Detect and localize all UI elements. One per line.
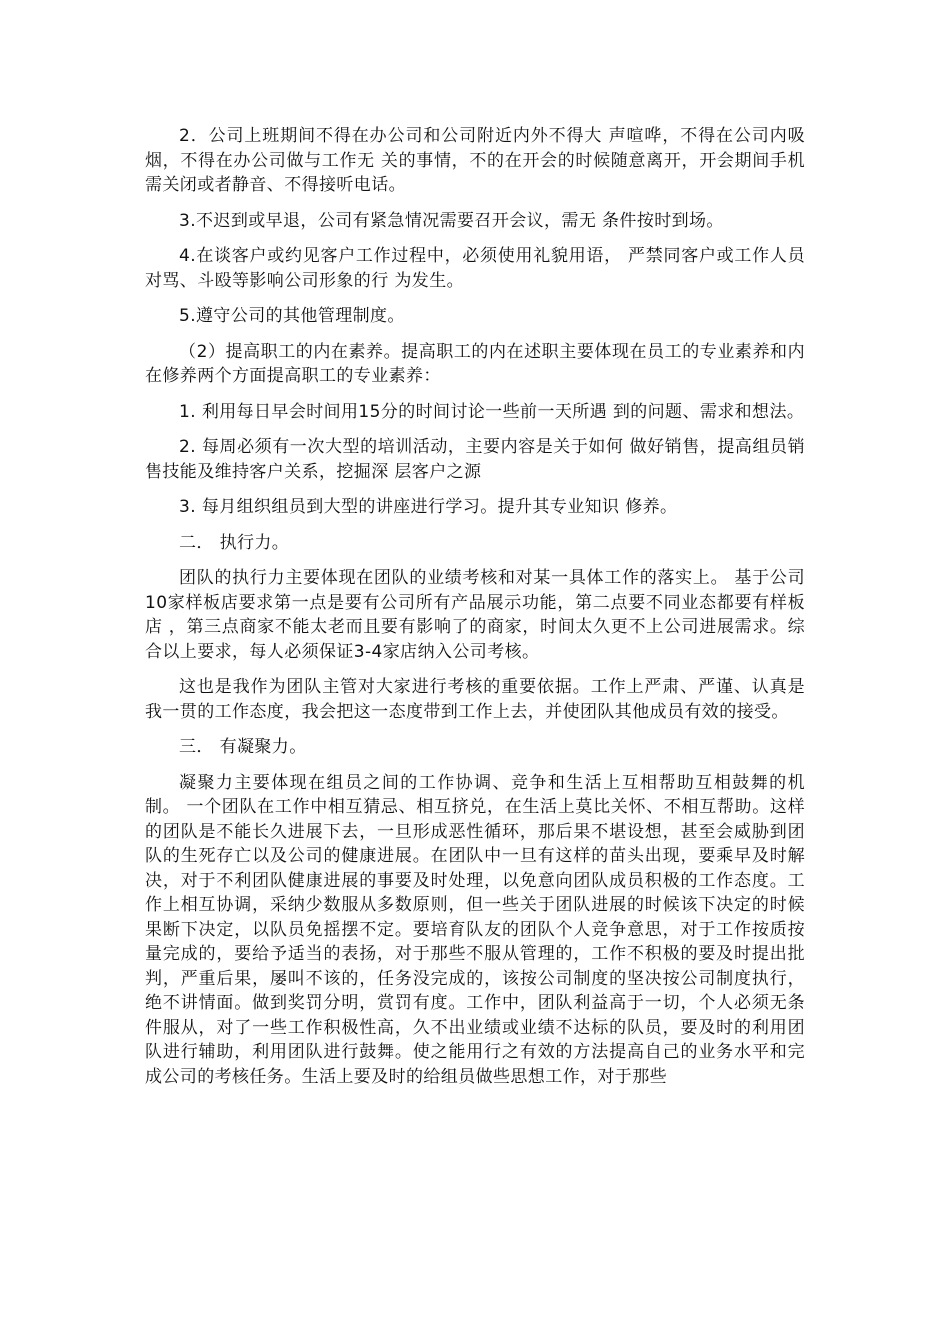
section-heading-execution: 二． 执行力。: [179, 532, 290, 553]
paragraph-rule-3: 3.不迟到或早退，公司有紧急情况需要召开会议，需无 条件按时到场。: [179, 210, 724, 231]
paragraph-execution: 团队的执行力主要体现在团队的业绩考核和对某一具体工作的落实上。 基于公司10家样板店要求第一点是要有公司所有产品展示功能，第二点要不同业态都要有样板店 ，第三点商家不能太老而且要有影响了的商家，时间太久更不上公司进展需求。综合以上要求，每人必须保证3-4家店纳入公司考核。: [145, 568, 805, 662]
paragraph-training-2: 2. 每周必须有一次大型的培训活动，主要内容是关于如何 做好销售，提高组员销售技能及维持客户关系，挖掘深 层客户之源: [145, 437, 805, 482]
paragraph-assessment-basis: 这也是我作为团队主管对大家进行考核的重要依据。工作上严肃、严谨、认真是我一贯的工作态度，我会把这一态度带到工作上去，并使团队其他成员有效的接受。: [145, 677, 805, 722]
paragraph-training-3: 3. 每月组织组员到大型的讲座进行学习。提升其专业知识 修养。: [179, 497, 678, 517]
document-body: [145, 124, 805, 1089]
section-heading-cohesion: 三． 有凝聚力。: [179, 737, 307, 757]
paragraph-rule-4: 4.在谈客户或约见客户工作过程中，必须使用礼貌用语， 严禁同客户或工作人员对骂、斗殴等影响公司形象的行 为发生。: [145, 246, 805, 291]
paragraph-rule-2: 2．公司上班期间不得在办公司和公司附近内外不得大 声喧哗，不得在公司内吸烟，不得在办公司做与工作无 关的事情，不的在开会的时候随意离开，开会期间手机 需关闭或者静音、不得接听电话。: [145, 126, 805, 195]
paragraph-cohesion: 凝聚力主要体现在组员之间的工作协调、竞争和生活上互相帮助互相鼓舞的机制。 一个团队在工作中相互猜忌、相互挤兑，在生活上莫比关怀、不相互帮助。这样的团队是不能长久进展下去，一旦形成恶性循环，那后果不堪设想，甚至会威胁到团队的生死存亡以及公司的健康进展。在团队中一旦有这样的苗头出现，要乘早及时解决，对于不利团队健康进展的事要及时处理，以免意向团队成员积极的工作态度。工作上相互协调，采纳少数服从多数原则，但一些关于团队进展的时候该下决定的时候果断下决定，以队员免摇摆不定。要培育队友的团队个人竞争意思，对于工作按质按量完成的，要给予适当的表扬，对于那些不服从管理的，工作不积极的要及时提出批判，严重后果，屡叫不该的，任务没完成的，该按公司制度的坚决按公司制度执行，绝不讲情面。做到奖罚分明，赏罚有度。工作中，团队利益高于一切，个人必须无条件服从，对了一些工作积极性高，久不出业绩或业绩不达标的队员，要及时的利用团队进行辅助，利用团队进行鼓舞。使之能用行之有效的方法提高自己的业务水平和完成公司的考核任务。生活上要及时的给组员做些思想工作，对于那些: [145, 772, 805, 1087]
paragraph-training-1: 1. 利用每日早会时间用15分的时间讨论一些前一天所遇 到的问题、需求和想法。: [179, 401, 805, 422]
paragraph-inner-quality: （2）提高职工的内在素养。提高职工的内在述职主要体现在员工的专业素养和内在修养两个方面提高职工的专业素养：: [145, 341, 805, 386]
paragraph-rule-5: 5.遵守公司的其他管理制度。: [179, 306, 405, 326]
